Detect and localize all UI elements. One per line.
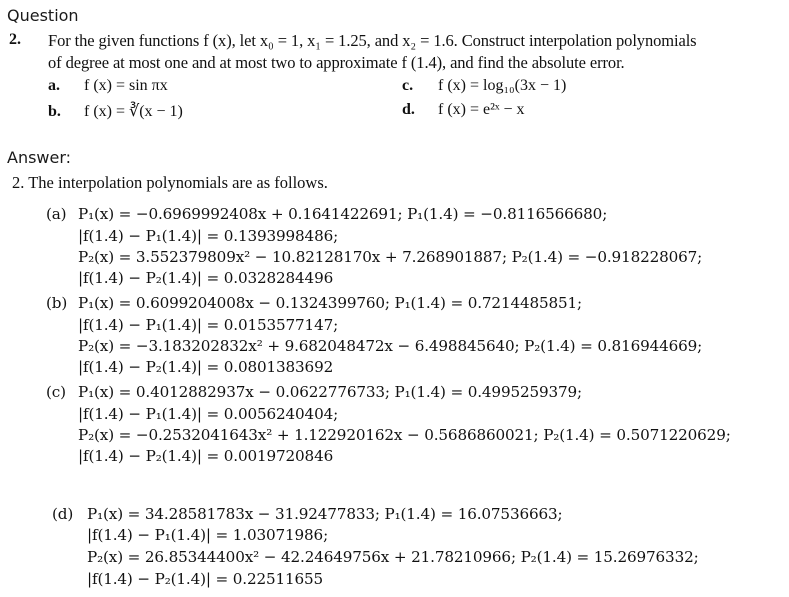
option-label: d. xyxy=(402,101,415,118)
part-c-line2: |f(1.4) − P₁(1.4)| = 0.0056240404; xyxy=(78,405,339,423)
part-d-line1: P₁(x) = 34.28581783x − 31.92477833; P₁(1.4) = 16.07536663; xyxy=(87,505,563,523)
option-text: f (x) = e²ˣ − x xyxy=(438,101,525,118)
part-b-line4: |f(1.4) − P₂(1.4)| = 0.0801383692 xyxy=(78,358,334,376)
question-text-line1: For the given functions f (x), let x₀ = 1, x₁ = 1.25, and x₂ = 1.6. Construct interpolation polynomials xyxy=(48,31,697,50)
part-b-label: (b) xyxy=(46,294,68,312)
answer-heading: Answer: xyxy=(7,148,72,167)
option-label: b. xyxy=(48,103,61,120)
part-c-line3: P₂(x) = −0.2532041643x² + 1.122920162x − 0.5686860021; P₂(1.4) = 0.5071220629; xyxy=(78,426,731,444)
option-a xyxy=(48,77,168,95)
part-d-line3: P₂(x) = 26.85344400x² − 42.24649756x + 21.78210966; P₂(1.4) = 15.26976332; xyxy=(87,548,699,566)
part-d-line4: |f(1.4) − P₂(1.4)| = 0.22511655 xyxy=(87,570,324,588)
part-d-label: (d) xyxy=(52,505,74,523)
option-d xyxy=(402,101,525,119)
part-b-line3: P₂(x) = −3.183202832x² + 9.682048472x − 6.498845640; P₂(1.4) = 0.816944669; xyxy=(78,337,703,355)
option-c xyxy=(402,77,566,95)
part-b-line2: |f(1.4) − P₁(1.4)| = 0.0153577147; xyxy=(78,316,339,334)
option-b xyxy=(48,101,183,121)
option-text: f (x) = log₁₀(3x − 1) xyxy=(438,77,567,94)
part-c-label: (c) xyxy=(46,383,66,401)
question-heading: Question xyxy=(7,6,79,25)
part-a-line2: |f(1.4) − P₁(1.4)| = 0.1393998486; xyxy=(78,227,339,245)
option-label: c. xyxy=(402,77,414,94)
part-a-line1: P₁(x) = −0.6969992408x + 0.1641422691; P₁(1.4) = −0.8116566680; xyxy=(78,205,608,223)
part-a-label: (a) xyxy=(46,205,67,223)
part-c-line1: P₁(x) = 0.4012882937x − 0.0622776733; P₁(1.4) = 0.4995259379; xyxy=(78,383,583,401)
part-c-line4: |f(1.4) − P₂(1.4)| = 0.0019720846 xyxy=(78,447,334,465)
option-label: a. xyxy=(48,77,60,94)
option-text: f (x) = ∛(x − 1) xyxy=(84,103,183,120)
part-a-line4: |f(1.4) − P₂(1.4)| = 0.0328284496 xyxy=(78,269,334,287)
answer-intro: 2. The interpolation polynomials are as follows. xyxy=(12,173,328,192)
part-b-line1: P₁(x) = 0.6099204008x − 0.1324399760; P₁(1.4) = 0.7214485851; xyxy=(78,294,583,312)
part-d-line2: |f(1.4) − P₁(1.4)| = 1.03071986; xyxy=(87,526,329,544)
question-number: 2. xyxy=(9,31,21,48)
part-a-line3: P₂(x) = 3.552379809x² − 10.82128170x + 7.268901887; P₂(1.4) = −0.918228067; xyxy=(78,248,703,266)
option-text: f (x) = sin πx xyxy=(84,77,168,94)
question-text-line2: of degree at most one and at most two to approximate f (1.4), and find the absolute error. xyxy=(48,53,625,72)
